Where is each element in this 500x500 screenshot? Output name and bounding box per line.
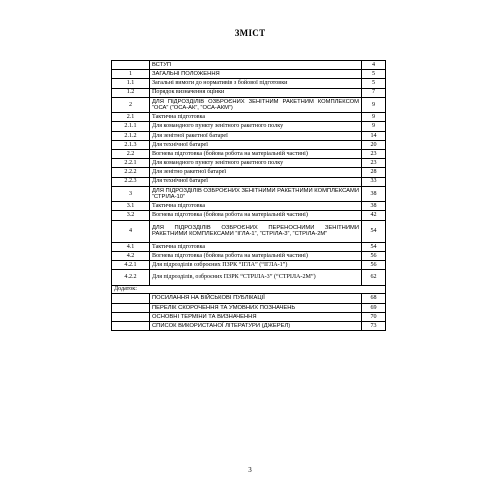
toc-row bbox=[112, 261, 386, 270]
toc-row bbox=[112, 312, 386, 321]
toc-entry-title: СПИСОК ВИКОРИСТАНОЇ ЛІТЕРАТУРИ (ДЖЕРЕЛ) bbox=[150, 322, 362, 331]
toc-entry-title: ПЕРЕЛІК СКОРОЧЕННЯ ТА УМОВНИХ ПОЗНАЧЕНЬ bbox=[150, 303, 362, 312]
toc-section-number bbox=[112, 312, 150, 321]
toc-section-number bbox=[112, 303, 150, 312]
toc-section-number: 1.1 bbox=[112, 79, 150, 88]
toc-page-number: 73 bbox=[362, 322, 386, 331]
toc-section-number: 2.1.1 bbox=[112, 122, 150, 131]
toc-section-number: 1.2 bbox=[112, 88, 150, 97]
toc-page-number: 70 bbox=[362, 312, 386, 321]
toc-page-number: 5 bbox=[362, 70, 386, 79]
toc-row bbox=[112, 168, 386, 177]
toc-row bbox=[112, 322, 386, 331]
toc-page-number: 56 bbox=[362, 261, 386, 270]
toc-section-number: 2.1.3 bbox=[112, 140, 150, 149]
toc-page-number: 33 bbox=[362, 177, 386, 186]
toc-row bbox=[112, 251, 386, 260]
toc-row bbox=[112, 220, 386, 242]
toc-section-number: 2.2 bbox=[112, 150, 150, 159]
toc-row bbox=[112, 70, 386, 79]
toc-row bbox=[112, 159, 386, 168]
toc-section-number: 4.2 bbox=[112, 251, 150, 260]
toc-page-number: 9 bbox=[362, 122, 386, 131]
page-number: 3 bbox=[248, 466, 252, 474]
toc-section-number bbox=[112, 294, 150, 303]
toc-entry-title: Для зенітної ракетної батареї bbox=[150, 131, 362, 140]
toc-entry-title: Для підрозділів, озброєних ПЗРК “СТРІЛА-3” (“СТРІЛА-2М”) bbox=[150, 270, 362, 286]
toc-entry-title: Тактична підготовка bbox=[150, 202, 362, 211]
toc-section-number: 4.2.2 bbox=[112, 270, 150, 286]
toc-row bbox=[112, 97, 386, 113]
toc-entry-title: Вогнева підготовка (бойова робота на матеріальній частині) bbox=[150, 251, 362, 260]
toc-row bbox=[112, 242, 386, 251]
toc-entry-title: ЗАГАЛЬНІ ПОЛОЖЕННЯ bbox=[150, 70, 362, 79]
toc-row bbox=[112, 202, 386, 211]
toc-row bbox=[112, 177, 386, 186]
toc-section-number: 2.2.2 bbox=[112, 168, 150, 177]
toc-entry-title: Загальні вимоги до нормативів з бойової підготовки bbox=[150, 79, 362, 88]
toc-row bbox=[112, 186, 386, 202]
toc-row bbox=[112, 270, 386, 286]
toc-section-number: 1 bbox=[112, 70, 150, 79]
toc-entry-title: ДЛЯ ПІДРОЗДІЛІВ ОЗБРОЄНИХ ПЕРЕНОСНИМИ ЗЕНІТНИМИ РАКЕТНИМИ КОМПЛЕКСАМИ “ІГЛА-1”, “СТРІЛА-3”, “СТРІЛА-2М” bbox=[150, 220, 362, 242]
toc-page-number: 38 bbox=[362, 202, 386, 211]
toc-page-number: 68 bbox=[362, 294, 386, 303]
toc-entry-title: ДЛЯ ПІДРОЗДІЛІВ ОЗБРОЄНИХ ЗЕНІТНИМ РАКЕТНИМ КОМПЛЕКСОМ “ОСА” (“ОСА-АК”, “ОСА-АКМ”) bbox=[150, 97, 362, 113]
toc-section-number: 2.2.3 bbox=[112, 177, 150, 186]
toc-page-number: 14 bbox=[362, 131, 386, 140]
toc-row bbox=[112, 61, 386, 70]
toc-page-number: 9 bbox=[362, 113, 386, 122]
toc-entry-title: Для підрозділів озброєних ПЗРК “ІГЛА” (“ІГЛА-1”) bbox=[150, 261, 362, 270]
toc-section-number: 4.2.1 bbox=[112, 261, 150, 270]
toc-section-number: 2.1 bbox=[112, 113, 150, 122]
toc-page-number: 56 bbox=[362, 251, 386, 260]
toc-entry-title: Вогнева підготовка (бойова робота на матеріальній частині) bbox=[150, 150, 362, 159]
appendix-header-row bbox=[112, 285, 386, 294]
toc-page-number: 38 bbox=[362, 186, 386, 202]
toc-body bbox=[112, 61, 386, 331]
appendix-label: Додаток: bbox=[112, 285, 386, 294]
toc-entry-title: Для командного пункту зенітного ракетного полку bbox=[150, 159, 362, 168]
toc-page-number: 23 bbox=[362, 150, 386, 159]
toc-entry-title: ОСНОВНІ ТЕРМІНИ ТА ВИЗНАЧЕННЯ bbox=[150, 312, 362, 321]
toc-page-number: 28 bbox=[362, 168, 386, 177]
toc-page-number: 69 bbox=[362, 303, 386, 312]
toc-section-number: 3.1 bbox=[112, 202, 150, 211]
toc-section-number: 3 bbox=[112, 186, 150, 202]
toc-section-number: 2.2.1 bbox=[112, 159, 150, 168]
toc-entry-title: ДЛЯ ПІДРОЗДІЛІВ ОЗБРОЄНИХ ЗЕНІТНИМИ РАКЕТНИМИ КОМПЛЕКСАМИ “СТРІЛА-10” bbox=[150, 186, 362, 202]
toc-page-number: 20 bbox=[362, 140, 386, 149]
toc-page-number: 7 bbox=[362, 88, 386, 97]
toc-page-number: 23 bbox=[362, 159, 386, 168]
toc-page-number: 5 bbox=[362, 79, 386, 88]
toc-row bbox=[112, 140, 386, 149]
toc-page-number: 62 bbox=[362, 270, 386, 286]
toc-row bbox=[112, 211, 386, 220]
toc-section-number: 4.1 bbox=[112, 242, 150, 251]
toc-page-number: 54 bbox=[362, 220, 386, 242]
toc-entry-title: Для командного пункту зенітного ракетного полку bbox=[150, 122, 362, 131]
toc-entry-title: Для технічної батареї bbox=[150, 140, 362, 149]
toc-row bbox=[112, 113, 386, 122]
toc-entry-title: Для технічної батареї bbox=[150, 177, 362, 186]
toc-row bbox=[112, 122, 386, 131]
toc-row bbox=[112, 303, 386, 312]
toc-section-number bbox=[112, 322, 150, 331]
toc-page-number: 9 bbox=[362, 97, 386, 113]
toc-entry-title: ПОСИЛАННЯ НА ВІЙСЬКОВІ ПУБЛІКАЦІЇ bbox=[150, 294, 362, 303]
toc-section-number: 4 bbox=[112, 220, 150, 242]
table-of-contents bbox=[111, 60, 386, 331]
toc-entry-title: Вогнева підготовка (бойова робота на матеріальній частині) bbox=[150, 211, 362, 220]
toc-page-number: 4 bbox=[362, 61, 386, 70]
toc-row bbox=[112, 294, 386, 303]
toc-entry-title: Тактична підготовка bbox=[150, 113, 362, 122]
toc-row bbox=[112, 79, 386, 88]
toc-row bbox=[112, 88, 386, 97]
toc-section-number: 2.1.2 bbox=[112, 131, 150, 140]
toc-section-number bbox=[112, 61, 150, 70]
toc-page-number: 54 bbox=[362, 242, 386, 251]
toc-entry-title: Порядок визначення оцінки bbox=[150, 88, 362, 97]
toc-section-number: 3.2 bbox=[112, 211, 150, 220]
toc-entry-title: Для зенітно ракетної батареї bbox=[150, 168, 362, 177]
toc-entry-title: ВСТУП bbox=[150, 61, 362, 70]
toc-entry-title: Тактична підготовка bbox=[150, 242, 362, 251]
toc-section-number: 2 bbox=[112, 97, 150, 113]
toc-row bbox=[112, 131, 386, 140]
toc-row bbox=[112, 150, 386, 159]
page-title: ЗМІСТ bbox=[234, 28, 266, 38]
toc-page-number: 42 bbox=[362, 211, 386, 220]
